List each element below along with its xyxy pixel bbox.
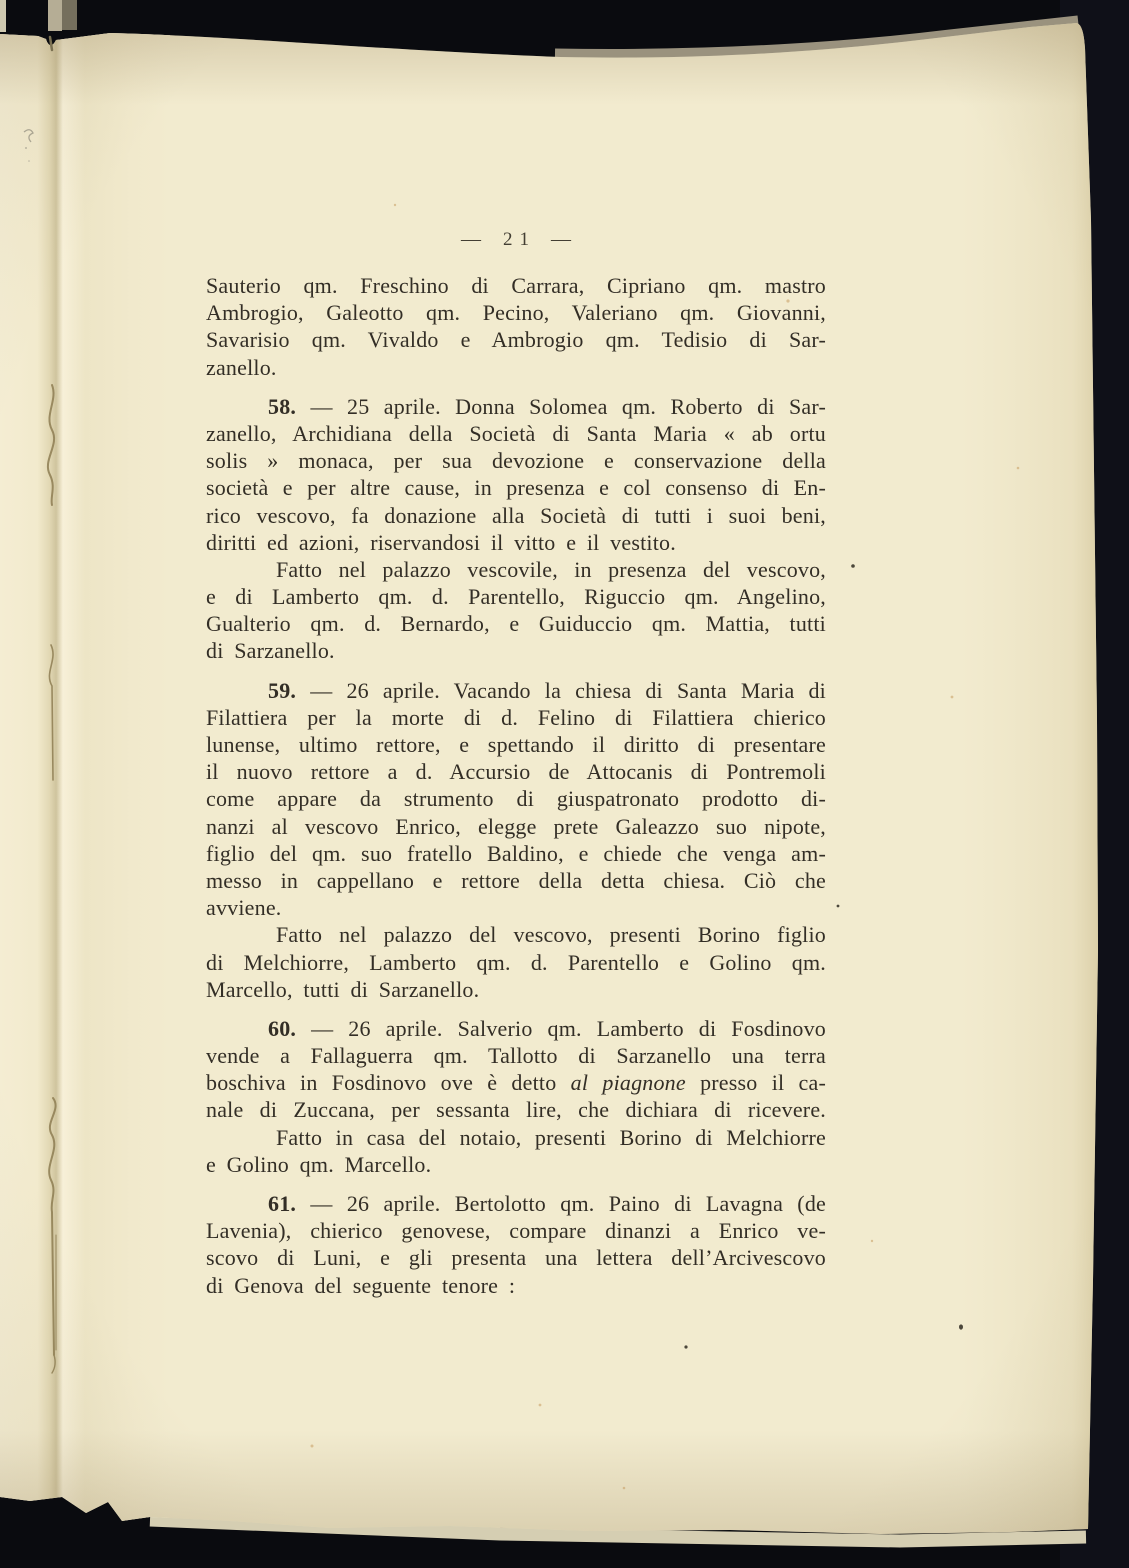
text-line bbox=[206, 326, 826, 353]
text-line bbox=[206, 1069, 826, 1096]
line-text: Marcello, tutti di Sarzanello. bbox=[206, 976, 480, 1002]
text-line bbox=[206, 556, 826, 583]
printed-page-text bbox=[206, 226, 826, 1299]
line-text: presso il ca- bbox=[685, 1070, 826, 1096]
line-text: Lavenia), chierico genovese, compare dinanzi a Enrico ve- bbox=[206, 1218, 826, 1244]
line-text: lunense, ultimo rettore, e spettando il diritto di presentare bbox=[206, 732, 826, 757]
line-text: scovo di Luni, e gli presenta una lettera dell’Arcivescovo bbox=[206, 1245, 826, 1271]
fatto-paragraph bbox=[206, 921, 826, 1003]
text-line bbox=[206, 949, 826, 976]
line-text: Fatto nel palazzo del vescovo, presenti Borino figlio bbox=[276, 922, 826, 948]
line-text: zanello, Archidiana della Società di Santa Maria « ab ortu bbox=[206, 420, 826, 446]
line-text: Ambrogio, Galeotto qm. Pecino, Valeriano qm. Giovanni, bbox=[206, 300, 826, 326]
text-line bbox=[206, 1096, 826, 1123]
text-line bbox=[206, 867, 826, 894]
spine-headband-light bbox=[48, 0, 62, 31]
entry-paragraph bbox=[206, 1190, 826, 1299]
page-number: 21 bbox=[503, 229, 536, 250]
italic-phrase: al piagnone bbox=[570, 1070, 686, 1096]
line-text: e di Lamberto qm. d. Parentello, Riguccio qm. Angelino, bbox=[206, 584, 826, 610]
text-line bbox=[206, 677, 826, 704]
line-text: Fatto in casa del notaio, presenti Borino di Melchiorre bbox=[276, 1124, 826, 1150]
line-text: Fatto nel palazzo vescovile, in presenza del vescovo, bbox=[276, 556, 826, 582]
text-line bbox=[206, 447, 826, 474]
entry-number: 58. bbox=[268, 393, 297, 419]
line-text: zanello. bbox=[206, 354, 277, 380]
line-text: Filattiera per la morte di d. Felino di Filattiera chierico bbox=[206, 704, 826, 730]
line-text: di Genova del seguente tenore : bbox=[206, 1272, 516, 1298]
line-text: solis » monaca, per sua devozione e conservazione della bbox=[206, 448, 826, 474]
page-header bbox=[206, 226, 826, 253]
line-text: Gualterio qm. d. Bernardo, e Guiduccio qm. Mattia, tutti bbox=[206, 611, 826, 637]
text-line bbox=[206, 813, 826, 840]
entry-paragraph bbox=[206, 393, 826, 556]
text-line bbox=[206, 272, 826, 299]
header-dash-left: — bbox=[461, 228, 481, 250]
entry-paragraph bbox=[206, 677, 826, 922]
text-line bbox=[206, 1124, 826, 1151]
line-text: vende a Fallaguerra qm. Tallotto di Sarzanello una terra bbox=[206, 1043, 826, 1069]
text-line bbox=[206, 474, 826, 501]
line-text: figlio del qm. suo fratello Baldino, e chiede che venga am- bbox=[206, 840, 826, 866]
header-dash-right: — bbox=[551, 228, 571, 250]
text-line bbox=[206, 785, 826, 812]
text-line bbox=[206, 1015, 826, 1042]
text-line bbox=[206, 1272, 826, 1299]
fatto-paragraph bbox=[206, 556, 826, 665]
line-text: società e per altre cause, in presenza e col consenso di En- bbox=[206, 475, 826, 501]
text-line bbox=[206, 731, 826, 758]
text-line bbox=[206, 420, 826, 447]
line-text: — 25 aprile. Donna Solomea qm. Roberto di Sar- bbox=[310, 393, 826, 419]
text-line bbox=[206, 637, 826, 664]
entry-number: 60. bbox=[268, 1015, 297, 1041]
entry-number: 59. bbox=[268, 677, 297, 703]
text-line bbox=[206, 354, 826, 381]
text-line bbox=[206, 1151, 826, 1178]
regesto-text-body bbox=[206, 272, 826, 1299]
text-line bbox=[206, 502, 826, 529]
text-line bbox=[206, 610, 826, 637]
line-text: nale di Zuccana, per sessanta lire, che dichiara di ricevere. bbox=[206, 1097, 826, 1123]
text-line bbox=[206, 758, 826, 785]
text-line bbox=[206, 704, 826, 731]
line-text: come appare da strumento di giuspatronato prodotto di- bbox=[206, 786, 826, 812]
text-line bbox=[206, 1190, 826, 1217]
line-text: il nuovo rettore a d. Accursio de Attocanis di Pontremoli bbox=[206, 759, 826, 785]
line-text: di Melchiorre, Lamberto qm. d. Parentello e Golino qm. bbox=[206, 949, 826, 975]
text-line bbox=[206, 529, 826, 556]
line-text: nanzi al vescovo Enrico, elegge prete Galeazzo suo nipote, bbox=[206, 813, 826, 839]
text-line bbox=[206, 393, 826, 420]
line-text: — 26 aprile. Vacando la chiesa di Santa Maria di bbox=[310, 677, 826, 703]
fatto-paragraph bbox=[206, 1124, 826, 1178]
entry-paragraph bbox=[206, 1015, 826, 1124]
line-text: e Golino qm. Marcello. bbox=[206, 1151, 432, 1177]
line-text: messo in cappellano e rettore della detta chiesa. Ciò che bbox=[206, 867, 826, 893]
line-text: diritti ed azioni, riservandosi il vitto e il vestito. bbox=[206, 529, 676, 555]
line-text: avviene. bbox=[206, 895, 282, 921]
line-text: boschiva in Fosdinovo ove è detto bbox=[206, 1070, 571, 1096]
entry-number: 61. bbox=[268, 1191, 297, 1216]
line-text: — 26 aprile. Bertolotto qm. Paino di Lavagna (de bbox=[310, 1191, 826, 1216]
text-line bbox=[206, 299, 826, 326]
cover-edge-sliver bbox=[0, 0, 6, 32]
line-text: Savarisio qm. Vivaldo e Ambrogio qm. Tedisio di Sar- bbox=[206, 327, 826, 353]
text-line bbox=[206, 583, 826, 610]
continuation-paragraph bbox=[206, 272, 826, 381]
spine-headband-dark bbox=[62, 0, 77, 30]
text-line bbox=[206, 840, 826, 867]
text-line bbox=[206, 921, 826, 948]
text-line bbox=[206, 1042, 826, 1069]
line-text: Sauterio qm. Freschino di Carrara, Cipriano qm. mastro bbox=[206, 273, 826, 298]
line-text: — 26 aprile. Salverio qm. Lamberto di Fosdinovo bbox=[311, 1015, 826, 1041]
text-line bbox=[206, 1244, 826, 1271]
line-text: di Sarzanello. bbox=[206, 638, 335, 664]
line-text: rico vescovo, fa donazione alla Società di tutti i suoi beni, bbox=[206, 502, 826, 528]
text-line bbox=[206, 976, 826, 1003]
text-line bbox=[206, 1217, 826, 1244]
text-line bbox=[206, 894, 826, 921]
